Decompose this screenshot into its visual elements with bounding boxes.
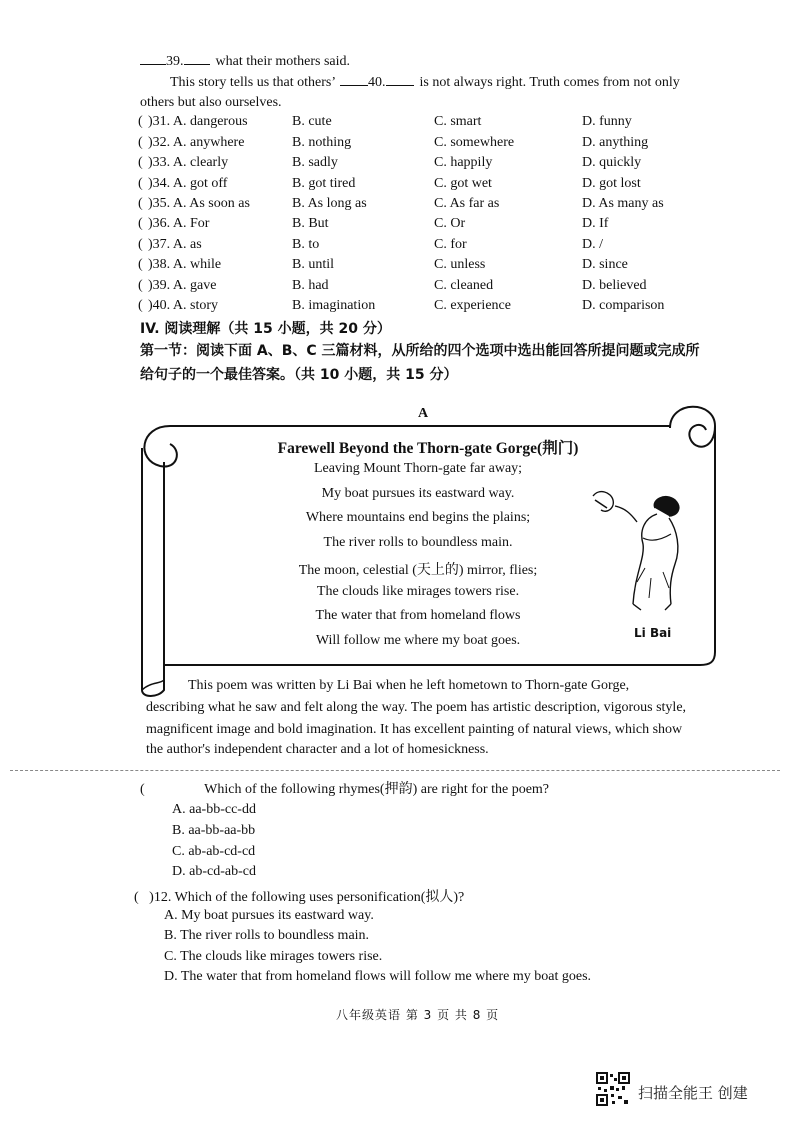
option-b: B. sadly bbox=[292, 155, 338, 170]
option-c: C. Or bbox=[434, 216, 466, 231]
option-b: B. As long as bbox=[292, 196, 367, 211]
poem-line: The water that from homeland flows bbox=[315, 608, 521, 623]
cloze-line-end: others but also ourselves. bbox=[140, 95, 282, 110]
answer-bracket: ( bbox=[138, 196, 143, 211]
q12-option: A. My boat pursues its eastward way. bbox=[164, 908, 374, 923]
cloze-line-40 bbox=[170, 73, 680, 91]
option-d: D. If bbox=[582, 216, 609, 231]
option-row bbox=[138, 114, 698, 134]
option-a: )31. A. dangerous bbox=[148, 114, 248, 129]
option-d: D. As many as bbox=[582, 196, 664, 211]
option-b: B. had bbox=[292, 278, 329, 293]
q12-option: C. The clouds like mirages towers rise. bbox=[164, 949, 383, 964]
portrait-caption: Li Bai bbox=[634, 626, 672, 640]
option-row bbox=[138, 237, 698, 257]
option-d: D. comparison bbox=[582, 298, 665, 313]
option-d: D. quickly bbox=[582, 155, 642, 170]
description-line-4: the author's independent character and a lot of homesickness. bbox=[146, 742, 489, 757]
answer-bracket: ( bbox=[138, 257, 143, 272]
q12-bracket: ( bbox=[134, 890, 150, 905]
page-footer: 八年级英语 第 3 页 共 8 页 bbox=[336, 1008, 500, 1022]
section-iv-instruction-1: 第一节：阅读下面 A、B、C 三篇材料，从所给的四个选项中选出能回答所提问题或完成所 bbox=[140, 343, 700, 359]
section-iv-instruction-2: 给句子的一个最佳答案。（共 10 小题，共 15 分） bbox=[140, 367, 458, 383]
q12-stem-text: )12. Which of the following uses personification(拟人)? bbox=[149, 890, 465, 905]
option-a: )40. A. story bbox=[148, 298, 218, 313]
option-a: )35. A. As soon as bbox=[148, 196, 250, 211]
poem-line: Where mountains end begins the plains; bbox=[305, 510, 531, 525]
answer-bracket: ( bbox=[138, 237, 143, 252]
q11-stem bbox=[140, 778, 549, 798]
option-b: B. to bbox=[292, 237, 320, 252]
q11-stem-text: Which of the following rhymes(押韵) are right for the poem? bbox=[204, 782, 550, 797]
option-row bbox=[138, 257, 698, 277]
answer-bracket: ( bbox=[138, 155, 143, 170]
option-a: )39. A. gave bbox=[148, 278, 217, 293]
blank-40-number: 40. bbox=[368, 75, 386, 90]
q12-stem bbox=[134, 886, 464, 906]
answer-bracket: ( bbox=[138, 278, 143, 293]
poem-title: Farewell Beyond the Thorn-gate Gorge(荆门) bbox=[277, 440, 579, 457]
poem-line: The moon, celestial (天上的) mirror, flies; bbox=[298, 563, 538, 578]
option-c: C. experience bbox=[434, 298, 511, 313]
q11-option: A. aa-bb-cc-dd bbox=[172, 802, 256, 817]
q12-option: B. The river rolls to boundless main. bbox=[164, 928, 370, 943]
option-a: )33. A. clearly bbox=[148, 155, 229, 170]
option-c: C. happily bbox=[434, 155, 493, 170]
option-row bbox=[138, 155, 698, 175]
option-d: D. / bbox=[582, 237, 603, 252]
option-d: D. got lost bbox=[582, 176, 641, 191]
poem-line: Leaving Mount Thorn-gate far away; bbox=[313, 461, 523, 476]
answer-bracket: ( bbox=[138, 298, 143, 313]
cloze-line-40-before: This story tells us that others’ bbox=[170, 75, 337, 90]
answer-bracket: ( bbox=[138, 216, 143, 231]
answer-bracket: ( bbox=[138, 114, 143, 129]
answer-bracket: ( bbox=[138, 135, 143, 150]
option-c: C. unless bbox=[434, 257, 486, 272]
option-c: C. for bbox=[434, 237, 467, 252]
option-d: D. believed bbox=[582, 278, 647, 293]
option-row bbox=[138, 176, 698, 196]
answer-bracket: ( bbox=[138, 176, 143, 191]
option-c: C. got wet bbox=[434, 176, 492, 191]
option-b: B. until bbox=[292, 257, 335, 272]
option-a: )38. A. while bbox=[148, 257, 222, 272]
option-d: D. funny bbox=[582, 114, 632, 129]
poem-line: My boat pursues its eastward way. bbox=[321, 486, 515, 501]
q11-bracket: ( bbox=[140, 782, 149, 797]
passage-a-label: A bbox=[418, 406, 429, 421]
option-a: )34. A. got off bbox=[148, 176, 228, 191]
option-row bbox=[138, 278, 698, 298]
option-a: )32. A. anywhere bbox=[148, 135, 245, 150]
option-a: )37. A. as bbox=[148, 237, 202, 252]
cloze-line-39-text: what their mothers said. bbox=[215, 54, 351, 69]
section-iv-title: IV. 阅读理解（共 15 小题，共 20 分） bbox=[140, 321, 391, 337]
option-a: )36. A. For bbox=[148, 216, 210, 231]
cloze-line-40-after: is not always right. Truth comes from not only bbox=[419, 75, 680, 90]
poem-line: The clouds like mirages towers rise. bbox=[316, 584, 520, 599]
option-c: C. somewhere bbox=[434, 135, 515, 150]
cloze-line-39 bbox=[140, 52, 350, 70]
option-c: C. cleaned bbox=[434, 278, 494, 293]
option-c: C. As far as bbox=[434, 196, 500, 211]
description-line-1: This poem was written by Li Bai when he left hometown to Thorn-gate Gorge, bbox=[188, 678, 630, 693]
option-c: C. smart bbox=[434, 114, 482, 129]
scanner-watermark: 扫描全能王 创建 bbox=[638, 1084, 748, 1102]
option-row bbox=[138, 135, 698, 155]
q11-option: B. aa-bb-aa-bb bbox=[172, 823, 256, 838]
q11-option: D. ab-cd-ab-cd bbox=[172, 864, 256, 879]
option-row bbox=[138, 216, 698, 236]
description-line-2: describing what he saw and felt along the way. The poem has artistic description, vigorous style, bbox=[146, 700, 687, 715]
blank-39-number: 39. bbox=[166, 54, 184, 69]
option-row bbox=[138, 298, 698, 318]
option-b: B. got tired bbox=[292, 176, 356, 191]
scan-divider bbox=[10, 770, 780, 771]
q11-option: C. ab-ab-cd-cd bbox=[172, 844, 256, 859]
description-line-3: magnificent image and bold imagination. It has excellent painting of natural views, which show bbox=[146, 722, 683, 737]
option-d: D. since bbox=[582, 257, 628, 272]
option-b: B. imagination bbox=[292, 298, 376, 313]
poem-line: The river rolls to boundless main. bbox=[323, 535, 513, 550]
option-d: D. anything bbox=[582, 135, 649, 150]
option-b: B. But bbox=[292, 216, 329, 231]
li-bai-portrait bbox=[585, 478, 695, 618]
option-b: B. cute bbox=[292, 114, 332, 129]
poem-line: Will follow me where my boat goes. bbox=[315, 633, 521, 648]
q12-option: D. The water that from homeland flows will follow me where my boat goes. bbox=[164, 969, 592, 984]
option-b: B. nothing bbox=[292, 135, 352, 150]
option-row bbox=[138, 196, 698, 216]
qr-code-icon bbox=[596, 1072, 630, 1106]
